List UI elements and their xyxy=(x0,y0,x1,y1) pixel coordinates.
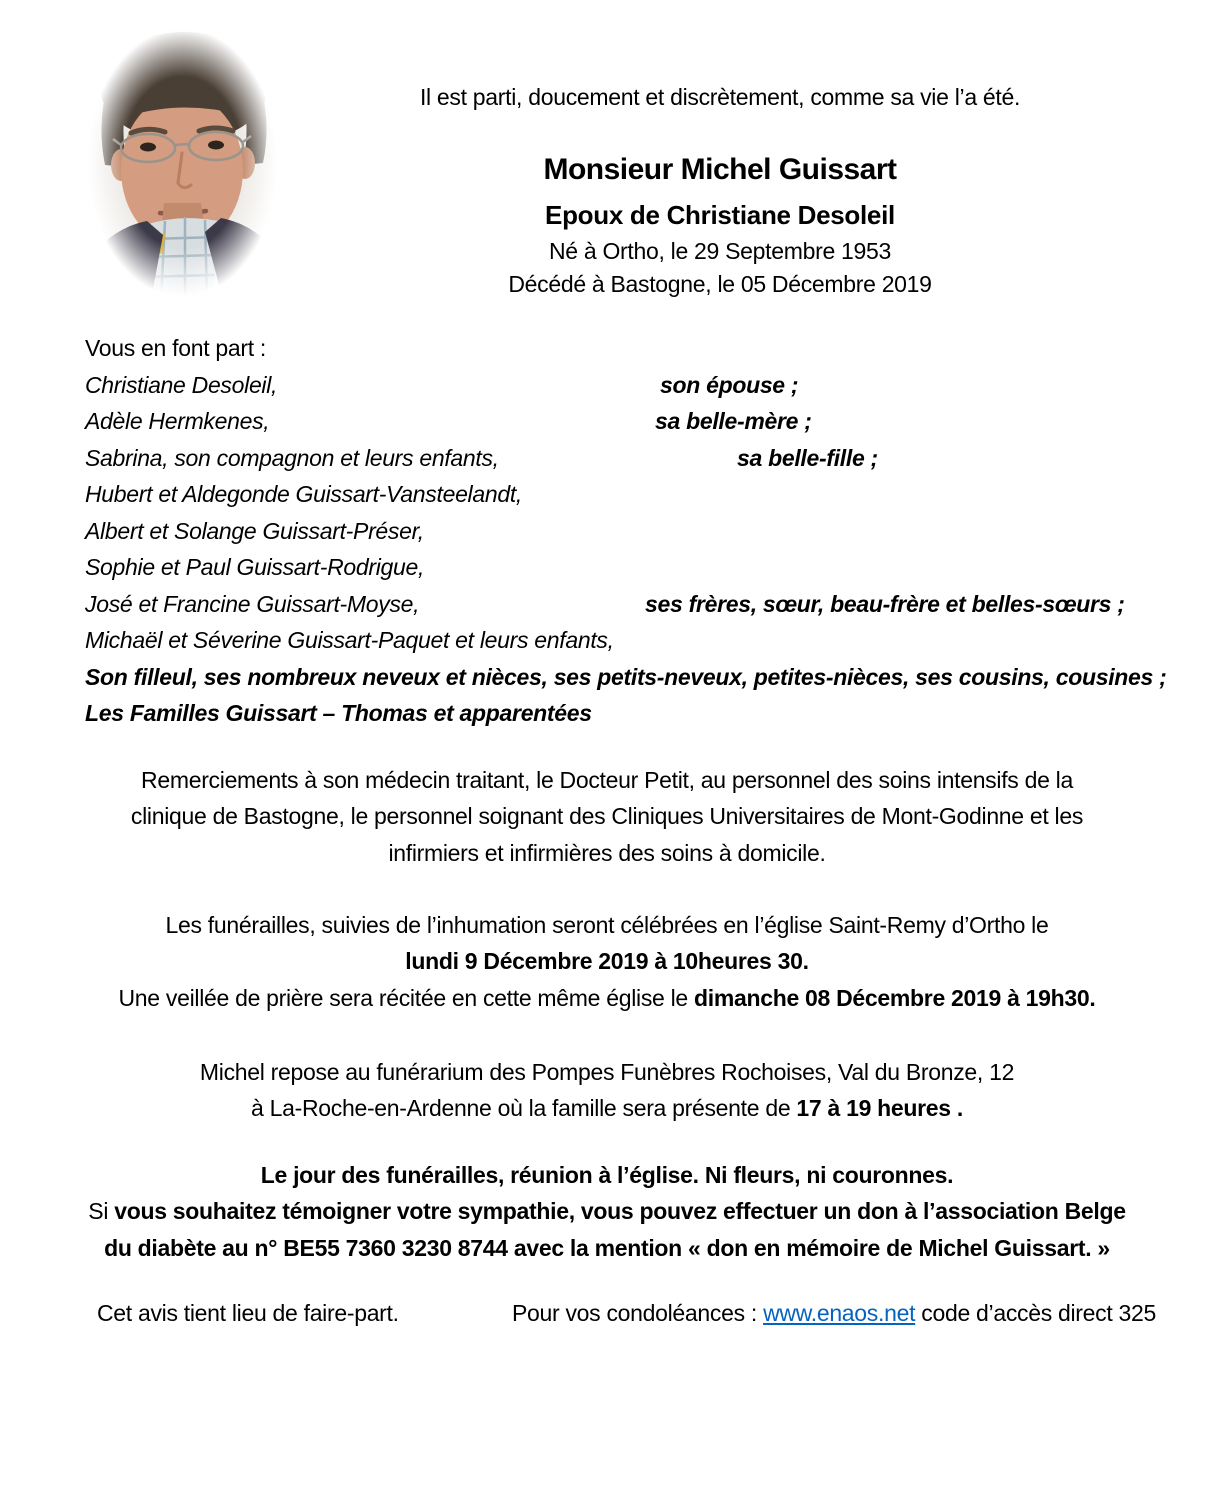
family-name: Adèle Hermkenes, xyxy=(85,408,270,434)
family-row xyxy=(85,367,1205,404)
family-name: Sabrina, son compagnon et leurs enfants, xyxy=(85,444,499,471)
repose-paragraph xyxy=(0,1054,1214,1127)
faire-part-notice: Cet avis tient lieu de faire-part. xyxy=(97,1300,399,1326)
birth-line: Né à Ortho, le 29 Septembre 1953 xyxy=(548,238,891,264)
repose-line: Michel repose au funérarium des Pompes Funèbres Rochoises, Val du Bronze, 12 xyxy=(199,1059,1015,1085)
announcement-intro: Vous en font part : xyxy=(85,335,266,361)
vigil-text: Une veillée de prière sera récitée en cette même église le xyxy=(118,984,694,1011)
family-name: José et Francine Guissart-Moyse, xyxy=(85,590,420,617)
repose-text: à La-Roche-en-Ardenne où la famille sera présente de xyxy=(251,1095,797,1122)
family-name: Sophie et Paul Guissart-Rodrigue, xyxy=(85,554,425,580)
donation-paragraph xyxy=(0,1157,1214,1266)
portrait-illustration xyxy=(85,25,280,300)
funeral-paragraph xyxy=(0,907,1214,1016)
header-block xyxy=(280,82,1160,301)
spouse-line: Epoux de Christiane Desoleil xyxy=(545,200,895,230)
thanks-line: Remerciements à son médecin traitant, le Docteur Petit, au personnel des soins intensifs de la xyxy=(141,767,1073,793)
thanks-line: clinique de Bastogne, le personnel soignant des Cliniques Universitaires de Mont-Godinne et les xyxy=(130,803,1084,830)
closing-line-relatives: Son filleul, ses nombreux neveux et nièces, ses petits-neveux, petites-nièces, ses cousins, cousines ; xyxy=(85,663,1167,690)
condolences-prefix: Pour vos condoléances : xyxy=(512,1300,764,1326)
no-flowers-line: Le jour des funérailles, réunion à l’église. Ni fleurs, ni couronnes. xyxy=(260,1162,954,1188)
death-line: Décédé à Bastogne, le 05 Décembre 2019 xyxy=(508,271,932,297)
funeral-date-line: lundi 9 Décembre 2019 à 10heures 30. xyxy=(405,948,809,975)
family-name: Hubert et Aldegonde Guissart-Vansteelandt, xyxy=(85,481,523,507)
deceased-portrait-photo xyxy=(85,25,280,300)
repose-hours: 17 à 19 heures . xyxy=(796,1095,963,1122)
closing-line-families: Les Familles Guissart – Thomas et apparentées xyxy=(85,700,592,726)
deceased-name-title: Monsieur Michel Guissart xyxy=(543,153,897,186)
family-row xyxy=(85,549,1205,586)
family-relation: sa belle-fille ; xyxy=(737,444,878,471)
condolences-line xyxy=(512,1297,1156,1330)
family-row xyxy=(85,403,1205,440)
opening-line: Il est parti, doucement et discrètement, comme sa vie l’a été. xyxy=(419,84,1021,110)
thanks-line: infirmiers et infirmières des soins à domicile. xyxy=(388,839,826,866)
family-relation: sa belle-mère ; xyxy=(655,408,812,434)
repose-hours-line xyxy=(0,1090,1214,1126)
funeral-line: Les funérailles, suivies de l’inhumation seront célébrées en l’église Saint-Remy d’Ortho le xyxy=(165,912,1049,938)
thanks-paragraph xyxy=(0,762,1214,871)
donation-text: vous souhaitez témoigner votre sympathie, vous pouvez effectuer un don à l’association Belge xyxy=(114,1198,1126,1225)
family-name: Christiane Desoleil, xyxy=(85,371,278,398)
family-row xyxy=(85,440,1205,477)
donation-account-line: du diabète au n° BE55 7360 3230 8744 avec la mention « don en mémoire de Michel Guissart. » xyxy=(104,1234,1110,1261)
donation-prefix: Si xyxy=(88,1198,115,1225)
donation-line xyxy=(0,1193,1214,1229)
family-row xyxy=(85,513,1205,550)
family-row xyxy=(85,586,1205,623)
family-relation: ses frères, sœur, beau-frère et belles-sœurs ; xyxy=(645,590,1125,617)
family-row xyxy=(85,622,1205,659)
vigil-date: dimanche 08 Décembre 2019 à 19h30. xyxy=(694,984,1096,1011)
family-relation: son épouse ; xyxy=(660,371,799,398)
family-announcement-list xyxy=(85,330,1205,732)
vigil-line xyxy=(0,980,1214,1016)
family-name: Albert et Solange Guissart-Préser, xyxy=(85,517,424,544)
family-name: Michaël et Séverine Guissart-Paquet et leurs enfants, xyxy=(85,627,614,653)
family-row xyxy=(85,476,1205,513)
condolences-suffix: code d’accès direct 325 xyxy=(915,1300,1157,1326)
enaos-link[interactable]: www.enaos.net xyxy=(763,1300,916,1326)
